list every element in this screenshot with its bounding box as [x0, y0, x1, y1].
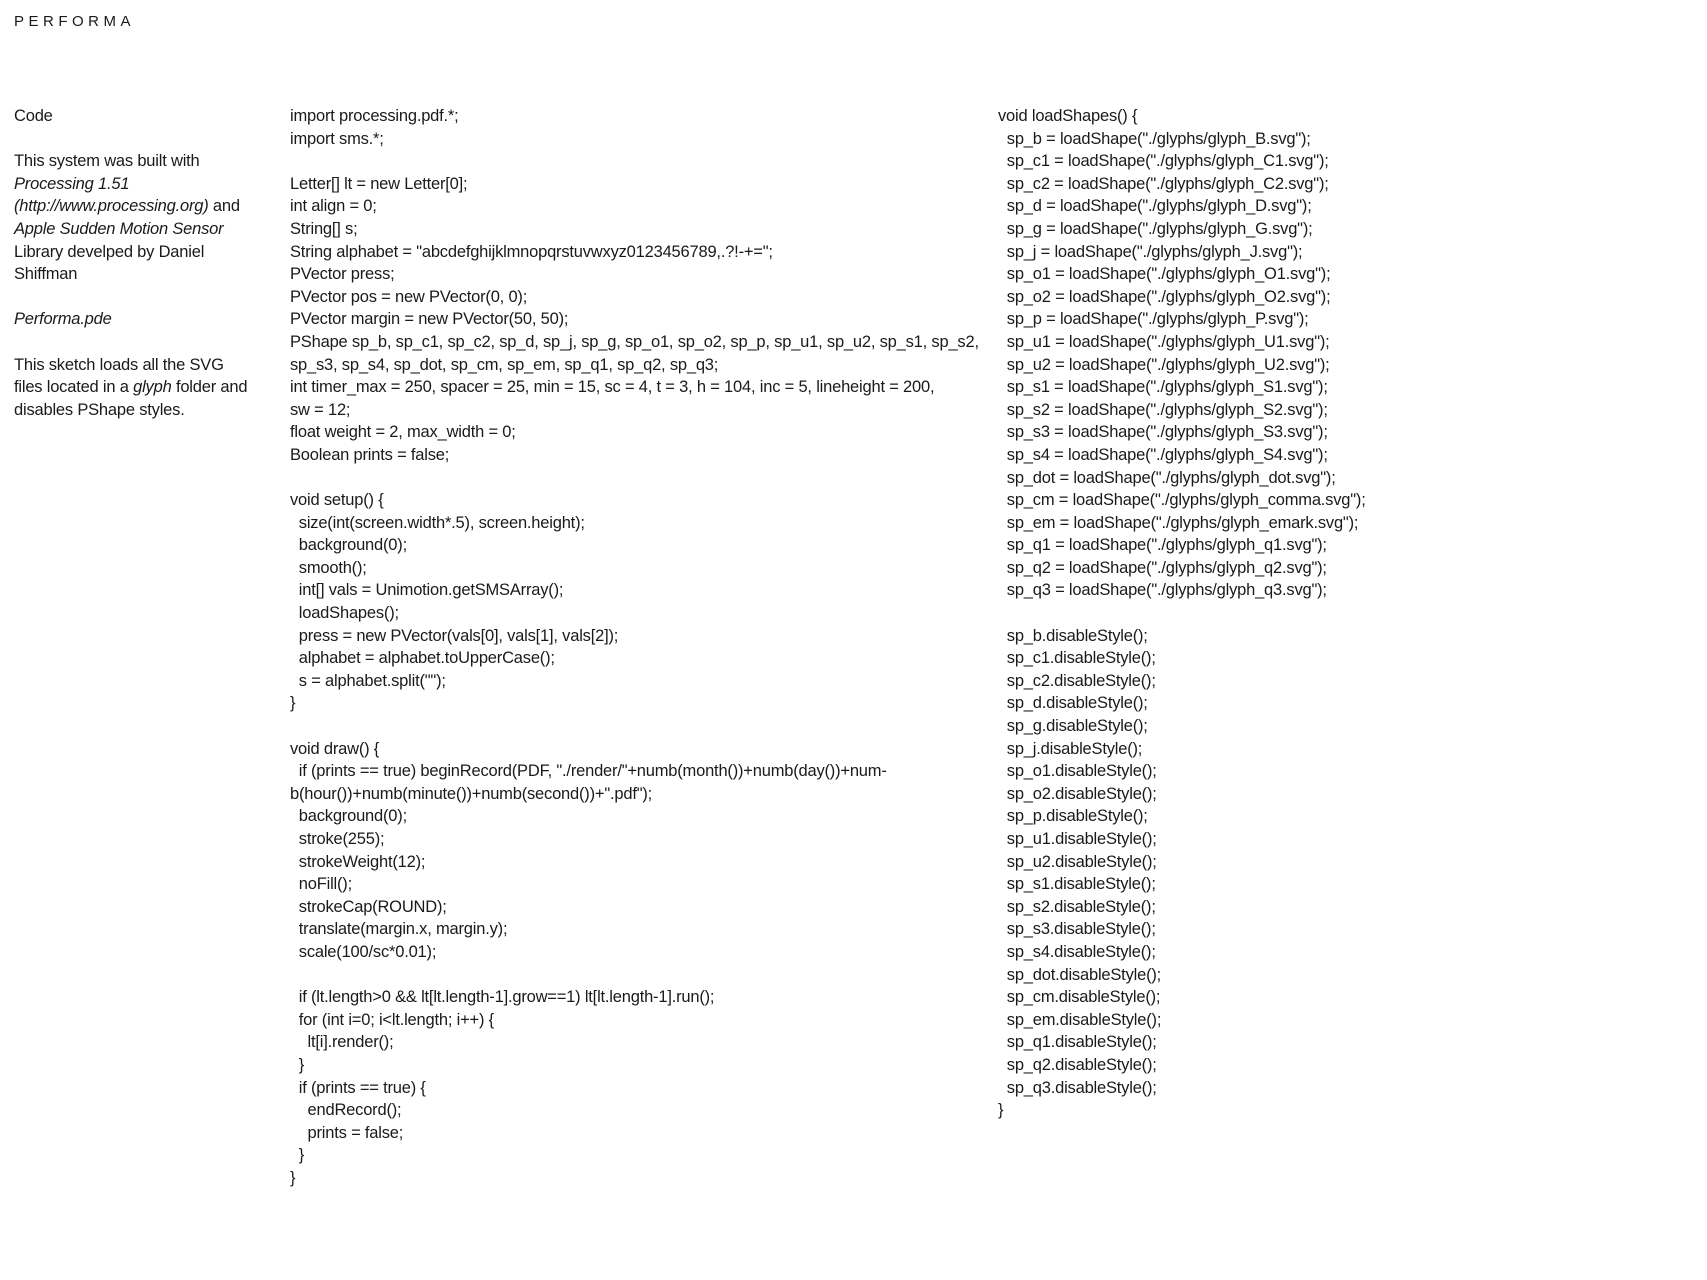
code-line: sp_d = loadShape("./glyphs/glyph_D.svg");: [998, 197, 1312, 216]
code-line: [290, 150, 979, 173]
code-line: sp_b = loadShape("./glyphs/glyph_B.svg");: [998, 129, 1311, 148]
sidebar-heading: Code: [14, 107, 53, 125]
code-line: sw = 12;: [290, 400, 351, 419]
code-line: sp_c2.disableStyle();: [998, 671, 1156, 690]
code-line: strokeCap(ROUND);: [290, 897, 447, 916]
code-line: sp_g.disableStyle();: [998, 717, 1148, 736]
code-line: sp_s4 = loadShape("./glyphs/glyph_S4.svg");: [998, 445, 1328, 464]
desc-text-3: folder and disables PShape styles.: [14, 378, 248, 419]
intro-text-3: and: [208, 197, 240, 216]
code-line: [998, 602, 1366, 625]
code-line: sp_g = loadShape("./glyphs/glyph_G.svg");: [998, 219, 1313, 238]
code-line: sp_o2.disableStyle();: [998, 784, 1157, 803]
code-line: Boolean prints = false;: [290, 445, 450, 464]
code-line: [290, 467, 979, 490]
code-line: sp_cm = loadShape("./glyphs/glyph_comma.svg");: [998, 491, 1366, 510]
desc-text-1: This sketch loads all the SVG files located in a: [14, 355, 224, 397]
code-line: sp_q2.disableStyle();: [998, 1055, 1157, 1074]
code-line: }: [290, 694, 296, 713]
sidebar: [14, 105, 254, 444]
code-line: void draw() {: [290, 739, 380, 758]
code-line: noFill();: [290, 875, 352, 894]
code-line: sp_s1 = loadShape("./glyphs/glyph_S1.svg");: [998, 378, 1328, 397]
code-line: String[] s;: [290, 219, 358, 238]
code-line: scale(100/sc*0.01);: [290, 942, 437, 961]
code-line: alphabet = alphabet.toUpperCase();: [290, 649, 555, 668]
code-line: }: [290, 1055, 305, 1074]
code-line: sp_p = loadShape("./glyphs/glyph_P.svg");: [998, 310, 1309, 329]
code-line: sp_c2 = loadShape("./glyphs/glyph_C2.svg");: [998, 174, 1329, 193]
code-line: int timer_max = 250, spacer = 25, min = 15, sc = 4, t = 3, h = 104, inc = 5, lineheight = 200,: [290, 378, 935, 397]
code-line: int[] vals = Unimotion.getSMSArray();: [290, 581, 564, 600]
code-line: void loadShapes() {: [998, 107, 1138, 125]
code-line: loadShapes();: [290, 604, 399, 623]
code-line: sp_u1 = loadShape("./glyphs/glyph_U1.svg");: [998, 332, 1330, 351]
intro-sms-ref: Apple Sudden Motion Sensor: [14, 219, 224, 238]
code-line: float weight = 2, max_width = 0;: [290, 423, 516, 442]
code-line: sp_q1.disableStyle();: [998, 1033, 1157, 1052]
code-line: sp_q1 = loadShape("./glyphs/glyph_q1.svg");: [998, 536, 1327, 555]
code-line: import processing.pdf.*;: [290, 107, 459, 125]
code-line: sp_q3.disableStyle();: [998, 1078, 1157, 1097]
code-line: if (lt.length>0 && lt[lt.length-1].grow==1) lt[lt.length-1].run();: [290, 988, 715, 1007]
code-line: sp_dot.disableStyle();: [998, 965, 1162, 984]
code-line: sp_o1 = loadShape("./glyphs/glyph_O1.svg");: [998, 265, 1331, 284]
code-line: sp_c1.disableStyle();: [998, 649, 1156, 668]
sidebar-description: [14, 354, 254, 422]
code-line: sp_o2 = loadShape("./glyphs/glyph_O2.svg");: [998, 287, 1331, 306]
code-line: if (prints == true) beginRecord(PDF, "./render/"+numb(month())+numb(day())+num-: [290, 762, 887, 781]
code-line: sp_o1.disableStyle();: [998, 762, 1157, 781]
code-line: sp_cm.disableStyle();: [998, 988, 1161, 1007]
code-line: sp_s3, sp_s4, sp_dot, sp_cm, sp_em, sp_q1, sp_q2, sp_q3;: [290, 355, 719, 374]
code-line: sp_u2.disableStyle();: [998, 852, 1157, 871]
code-line: smooth();: [290, 558, 367, 577]
code-line: strokeWeight(12);: [290, 852, 426, 871]
code-line: PVector margin = new PVector(50, 50);: [290, 310, 569, 329]
code-column-loadshapes: [998, 105, 1366, 1122]
code-line: sp_s2.disableStyle();: [998, 897, 1156, 916]
code-line: sp_b.disableStyle();: [998, 626, 1148, 645]
code-line: for (int i=0; i<lt.length; i++) {: [290, 1010, 494, 1029]
intro-text-1: This system was built with: [14, 152, 200, 171]
intro-processing-ref: Processing 1.51 (http://www.processing.org): [14, 174, 209, 216]
code-line: String alphabet = "abcdefghijklmnopqrstuvwxyz0123456789,.?!-+=";: [290, 242, 773, 261]
code-line: void setup() {: [290, 491, 384, 510]
code-line: sp_dot = loadShape("./glyphs/glyph_dot.svg");: [998, 468, 1336, 487]
code-line: sp_q3 = loadShape("./glyphs/glyph_q3.svg");: [998, 581, 1327, 600]
code-line: }: [998, 1101, 1004, 1120]
code-line: }: [290, 1146, 305, 1165]
code-line: if (prints == true) {: [290, 1078, 426, 1097]
code-line: PVector press;: [290, 265, 395, 284]
code-line: translate(margin.x, margin.y);: [290, 920, 508, 939]
code-line: prints = false;: [290, 1123, 404, 1142]
code-line: sp_u2 = loadShape("./glyphs/glyph_U2.svg");: [998, 355, 1330, 374]
code-line: }: [290, 1168, 296, 1187]
code-line: s = alphabet.split("");: [290, 671, 446, 690]
code-line: endRecord();: [290, 1101, 402, 1120]
code-line: sp_s1.disableStyle();: [998, 875, 1156, 894]
code-line: sp_s4.disableStyle();: [998, 942, 1156, 961]
code-line: sp_q2 = loadShape("./glyphs/glyph_q2.svg");: [998, 558, 1327, 577]
intro-text-5: Library develped by Daniel Shiffman: [14, 242, 205, 284]
header-title: PERFORMA: [14, 13, 136, 30]
code-line: PVector pos = new PVector(0, 0);: [290, 287, 528, 306]
code-line: sp_p.disableStyle();: [998, 807, 1148, 826]
sidebar-intro: [14, 150, 254, 286]
code-line: [290, 715, 979, 738]
code-line: b(hour())+numb(minute())+numb(second())+".pdf");: [290, 784, 653, 803]
code-line: int align = 0;: [290, 197, 377, 216]
code-line: sp_d.disableStyle();: [998, 694, 1148, 713]
code-line: sp_em = loadShape("./glyphs/glyph_emark.svg");: [998, 513, 1359, 532]
desc-glyph-word: glyph: [133, 378, 172, 397]
code-line: import sms.*;: [290, 129, 384, 148]
code-line: PShape sp_b, sp_c1, sp_c2, sp_d, sp_j, sp_g, sp_o1, sp_o2, sp_p, sp_u1, sp_u2, sp_s1, sp_s2,: [290, 332, 979, 351]
code-line: background(0);: [290, 536, 407, 555]
code-line: stroke(255);: [290, 830, 385, 848]
code-line: press = new PVector(vals[0], vals[1], vals[2]);: [290, 626, 619, 645]
code-line: sp_j.disableStyle();: [998, 739, 1143, 758]
code-line: sp_s3.disableStyle();: [998, 920, 1156, 939]
code-line: [290, 964, 979, 987]
code-line: sp_u1.disableStyle();: [998, 830, 1157, 848]
code-line: sp_s2 = loadShape("./glyphs/glyph_S2.svg");: [998, 400, 1328, 419]
code-column-main: [290, 105, 979, 1190]
sidebar-filename: Performa.pde: [14, 310, 112, 329]
code-line: background(0);: [290, 807, 407, 826]
code-line: size(int(screen.width*.5), screen.height);: [290, 513, 585, 532]
code-line: lt[i].render();: [290, 1033, 394, 1052]
code-line: sp_em.disableStyle();: [998, 1010, 1162, 1029]
code-line: sp_s3 = loadShape("./glyphs/glyph_S3.svg");: [998, 423, 1328, 442]
code-line: Letter[] lt = new Letter[0];: [290, 174, 468, 193]
code-line: sp_c1 = loadShape("./glyphs/glyph_C1.svg");: [998, 152, 1329, 171]
code-line: sp_j = loadShape("./glyphs/glyph_J.svg");: [998, 242, 1303, 261]
